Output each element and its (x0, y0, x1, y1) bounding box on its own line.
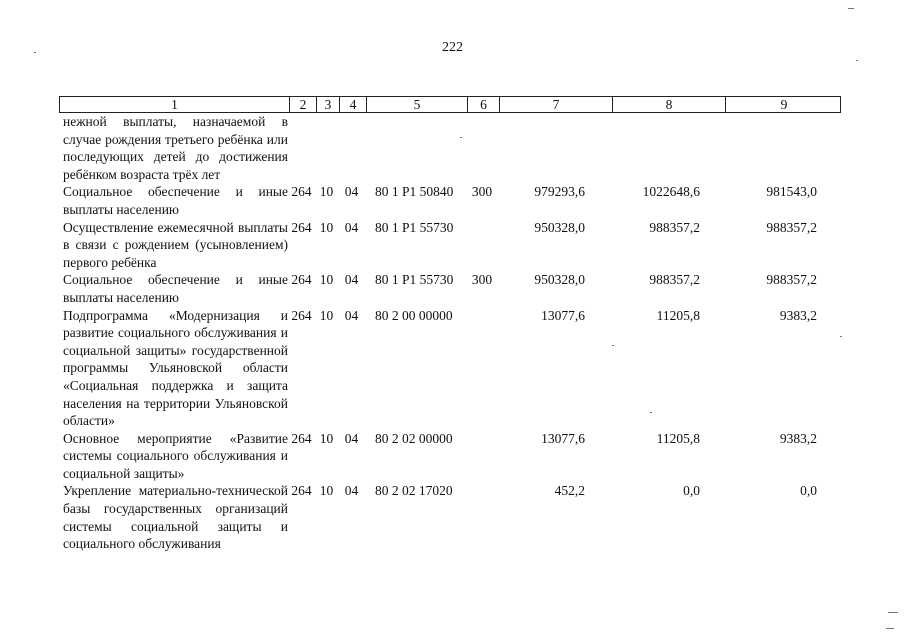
table-cell-col-9: 0,0 (800, 483, 817, 499)
table-cell-col-9: 981543,0 (766, 184, 817, 200)
table-cell-col-8: 11205,8 (656, 430, 700, 446)
table-cell-col-8: 988357,2 (649, 272, 700, 288)
header-col-1: 1 (171, 97, 178, 112)
header-col-7: 7 (499, 97, 612, 112)
budget-table (59, 96, 841, 553)
table-cell-col-6: 300 (471, 272, 493, 288)
table-cell-col-9: 988357,2 (766, 219, 817, 235)
table-cell-col-2: 264 (291, 483, 312, 499)
table-cell-col-3: 10 (319, 430, 334, 446)
table-body (59, 113, 841, 553)
table-cell-col-6 (466, 113, 498, 183)
table-cell-col-7: 979293,6 (534, 184, 585, 200)
table-cell-col-5: 80 1 P1 50840 (375, 184, 454, 200)
header-col-4: 4 (339, 97, 366, 112)
table-cell-col-7: 13077,6 (541, 307, 585, 323)
table-cell-col-9: 9383,2 (779, 430, 817, 446)
table-cell-col-7: 452,2 (554, 483, 585, 499)
table-cell-col-9: 9383,2 (779, 307, 817, 323)
table-cell-col-2: 264 (291, 272, 312, 288)
table-cell-col-3 (315, 113, 338, 183)
table-cell-col-3: 10 (319, 307, 334, 323)
table-cell-description: Основное мероприятие «Развитие системы социального обслуживания и социальной защиты» (63, 430, 288, 481)
table-cell-col-4 (338, 113, 365, 183)
header-col-5: 5 (366, 97, 467, 112)
table-cell-col-6 (466, 219, 498, 272)
table-cell-description: Социальное обеспечение и иные выплаты населению (63, 184, 288, 217)
table-cell-col-3: 10 (319, 483, 334, 499)
table-cell-description: Укрепление материально-технической базы государственных организаций системы социальной защиты и социального обслуживания (63, 483, 288, 552)
table-row (59, 183, 841, 218)
header-col-9: 9 (725, 97, 842, 112)
table-cell-col-8: 1022648,6 (642, 184, 700, 200)
table-cell-col-6 (466, 482, 498, 552)
table-cell-col-5: 80 1 P1 55730 (375, 272, 454, 288)
table-cell-col-5 (365, 113, 466, 183)
table-cell-col-2 (288, 113, 315, 183)
table-row (59, 307, 841, 430)
table-cell-col-5: 80 1 P1 55730 (375, 219, 454, 235)
table-cell-col-4: 04 (344, 272, 359, 288)
table-cell-col-2: 264 (291, 184, 312, 200)
table-cell-col-9 (724, 113, 841, 183)
header-col-6: 6 (467, 97, 499, 112)
table-cell-col-5: 80 2 00 00000 (375, 307, 453, 323)
table-cell-col-3: 10 (319, 272, 334, 288)
table-cell-col-3: 10 (319, 184, 334, 200)
table-cell-col-2: 264 (291, 219, 312, 235)
table-cell-col-8: 988357,2 (649, 219, 700, 235)
table-row (59, 113, 841, 183)
header-col-2: 2 (289, 97, 316, 112)
table-cell-col-6 (466, 307, 498, 430)
table-cell-col-4: 04 (344, 219, 359, 235)
table-cell-col-9: 988357,2 (766, 272, 817, 288)
table-cell-col-8: 11205,8 (656, 307, 700, 323)
table-cell-col-7: 950328,0 (534, 219, 585, 235)
table-row (59, 271, 841, 306)
table-cell-col-4: 04 (344, 307, 359, 323)
table-row (59, 430, 841, 483)
table-cell-col-2: 264 (291, 307, 312, 323)
table-cell-col-4: 04 (344, 184, 359, 200)
table-cell-col-2: 264 (291, 430, 312, 446)
table-cell-col-8 (611, 113, 724, 183)
table-cell-col-7 (498, 113, 611, 183)
table-cell-description: Осуществление ежемесячной выплаты в связи с рождением (усыновлением) первого ребёнка (63, 219, 288, 270)
table-cell-col-8: 0,0 (683, 483, 700, 499)
table-cell-description: Социальное обеспечение и иные выплаты населению (63, 272, 288, 305)
table-header (59, 96, 841, 113)
table-cell-col-5: 80 2 02 17020 (375, 483, 453, 499)
table-row (59, 482, 841, 552)
table-cell-description: нежной выплаты, назначаемой в случае рождения третьего ребёнка или последующих детей до достижения ребёнком возраста трёх лет (63, 114, 288, 182)
table-cell-description: Подпрограмма «Модернизация и развитие социального обслуживания и социальной защиты» государственной программы Ульяновской области «Социальная поддержка и защита населения на территории Ульяновской области» (63, 307, 288, 429)
page-number: 222 (442, 40, 463, 55)
table-cell-col-7: 13077,6 (541, 430, 585, 446)
table-cell-col-6 (466, 430, 498, 483)
header-col-3: 3 (316, 97, 339, 112)
table-cell-col-5: 80 2 02 00000 (375, 430, 453, 446)
table-row (59, 219, 841, 272)
table-cell-col-4: 04 (344, 483, 359, 499)
table-cell-col-3: 10 (319, 219, 334, 235)
table-cell-col-4: 04 (344, 430, 359, 446)
header-col-8: 8 (612, 97, 725, 112)
table-cell-col-7: 950328,0 (534, 272, 585, 288)
table-cell-col-6: 300 (471, 184, 493, 200)
